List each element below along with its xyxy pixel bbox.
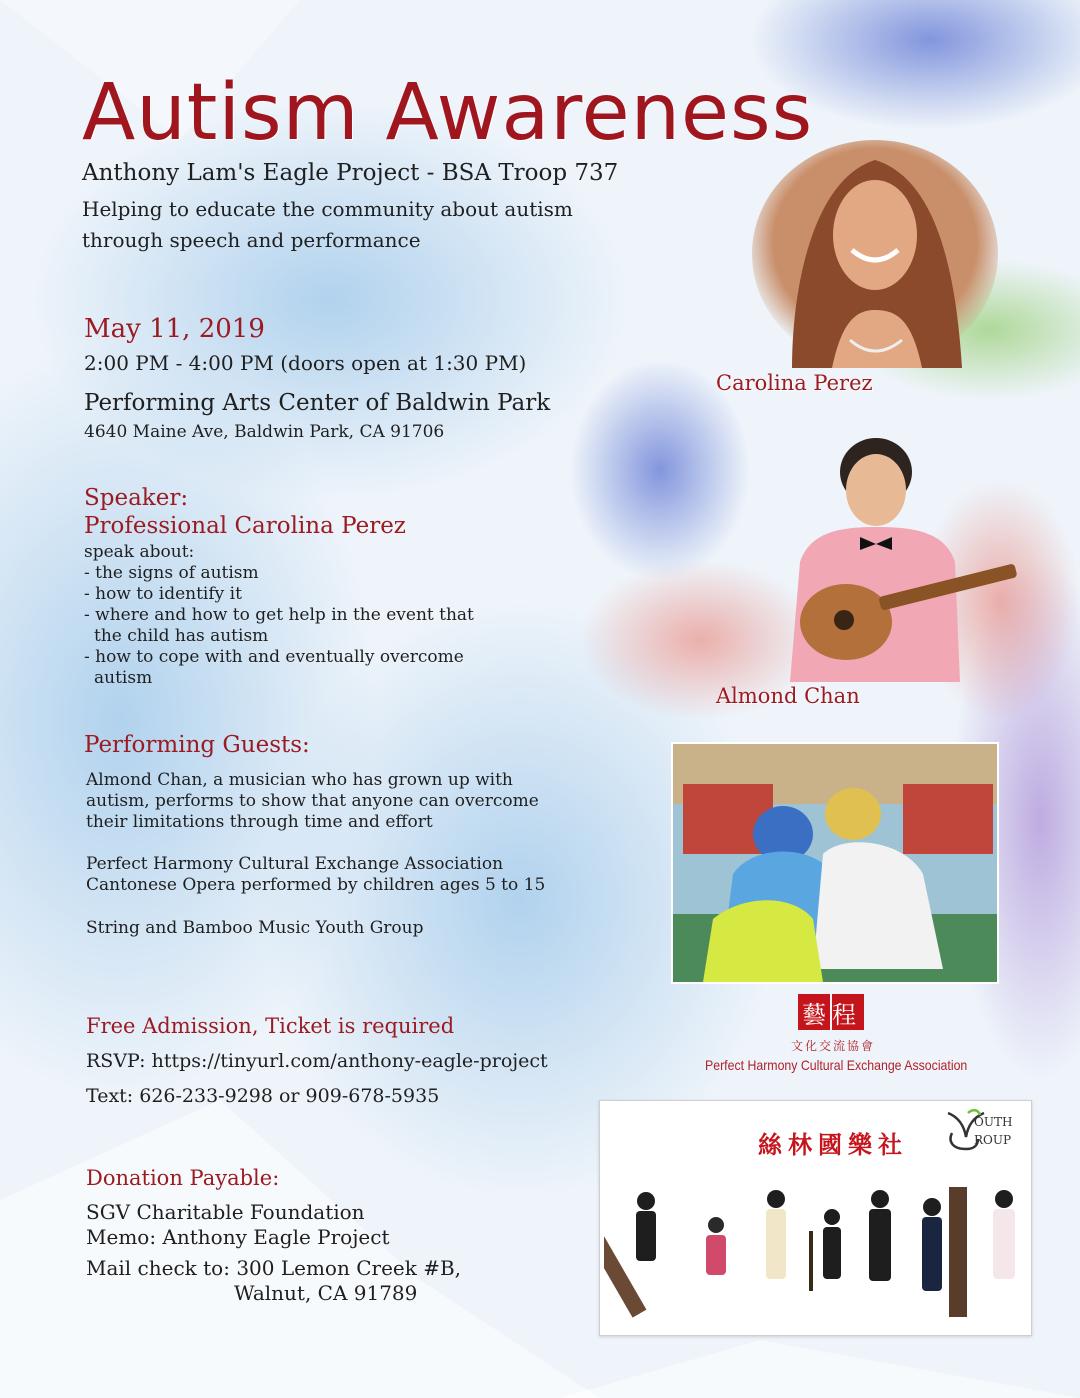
mail-address-line-1: Mail check to: 300 Lemon Creek #B,	[86, 1256, 462, 1280]
guest-description: Almond Chan, a musician who has grown up with autism, performs to show that anyone can overcome their limitations through time and effort	[86, 770, 539, 832]
cantonese-opera-photo	[671, 742, 999, 984]
carolina-caption: Carolina Perez	[716, 371, 873, 395]
org-chinese-name: 文化交流協會	[790, 1039, 875, 1053]
event-date: May 11, 2019	[84, 314, 265, 344]
list-item: - how to identify it	[84, 584, 242, 604]
speaker-intro: speak about:	[84, 542, 195, 562]
youth-group-chinese-name: 絲林國樂社	[758, 1131, 908, 1159]
list-item: - the signs of autism	[84, 563, 259, 583]
list-item: - where and how to get help in the event that the child has autism	[84, 605, 474, 646]
donation-heading: Donation Payable:	[86, 1166, 280, 1190]
text-contact: Text: 626-233-9298 or 909-678-5935	[86, 1085, 440, 1107]
admission-info: Free Admission, Ticket is required	[86, 1014, 455, 1038]
speaker-topics-list	[84, 563, 484, 689]
event-address: 4640 Maine Ave, Baldwin Park, CA 91706	[84, 422, 445, 442]
list-item: - how to cope with and eventually overcome autism	[84, 647, 464, 688]
project-subtitle: Anthony Lam's Eagle Project - BSA Troop 737	[82, 160, 619, 186]
youth-logo-word-2: ROUP	[974, 1133, 1012, 1147]
guest-description: Perfect Harmony Cultural Exchange Association Cantonese Opera performed by children ages 5 to 15	[86, 854, 546, 895]
project-tagline: Helping to educate the community about autism through speech and performance	[82, 197, 573, 252]
youth-music-group-photo	[604, 1181, 1029, 1331]
guests-heading: Performing Guests:	[84, 732, 310, 758]
perfect-harmony-logo-text: 藝程	[802, 1001, 862, 1029]
speaker-name: Professional Carolina Perez	[84, 513, 406, 539]
speaker-label: Speaker:	[84, 485, 189, 511]
guest-description: String and Bamboo Music Youth Group	[86, 918, 424, 938]
youth-logo-word-1: OUTH	[974, 1115, 1013, 1129]
donation-payee: SGV Charitable Foundation	[86, 1200, 365, 1224]
woman-portrait-photo	[752, 140, 998, 368]
almond-caption: Almond Chan	[716, 684, 860, 708]
page-title: Autism Awareness	[82, 68, 814, 158]
mail-address-line-2: Walnut, CA 91789	[234, 1281, 418, 1305]
youth-group-card	[599, 1100, 1032, 1336]
donation-memo: Memo: Anthony Eagle Project	[86, 1225, 390, 1249]
org-english-name: Perfect Harmony Cultural Exchange Association	[705, 1057, 968, 1073]
rsvp-link[interactable]: RSVP: https://tinyurl.com/anthony-eagle-project	[86, 1050, 548, 1072]
event-venue: Performing Arts Center of Baldwin Park	[84, 390, 551, 416]
boy-with-ukulele-photo	[750, 432, 1020, 682]
event-time: 2:00 PM - 4:00 PM (doors open at 1:30 PM)	[84, 351, 527, 375]
